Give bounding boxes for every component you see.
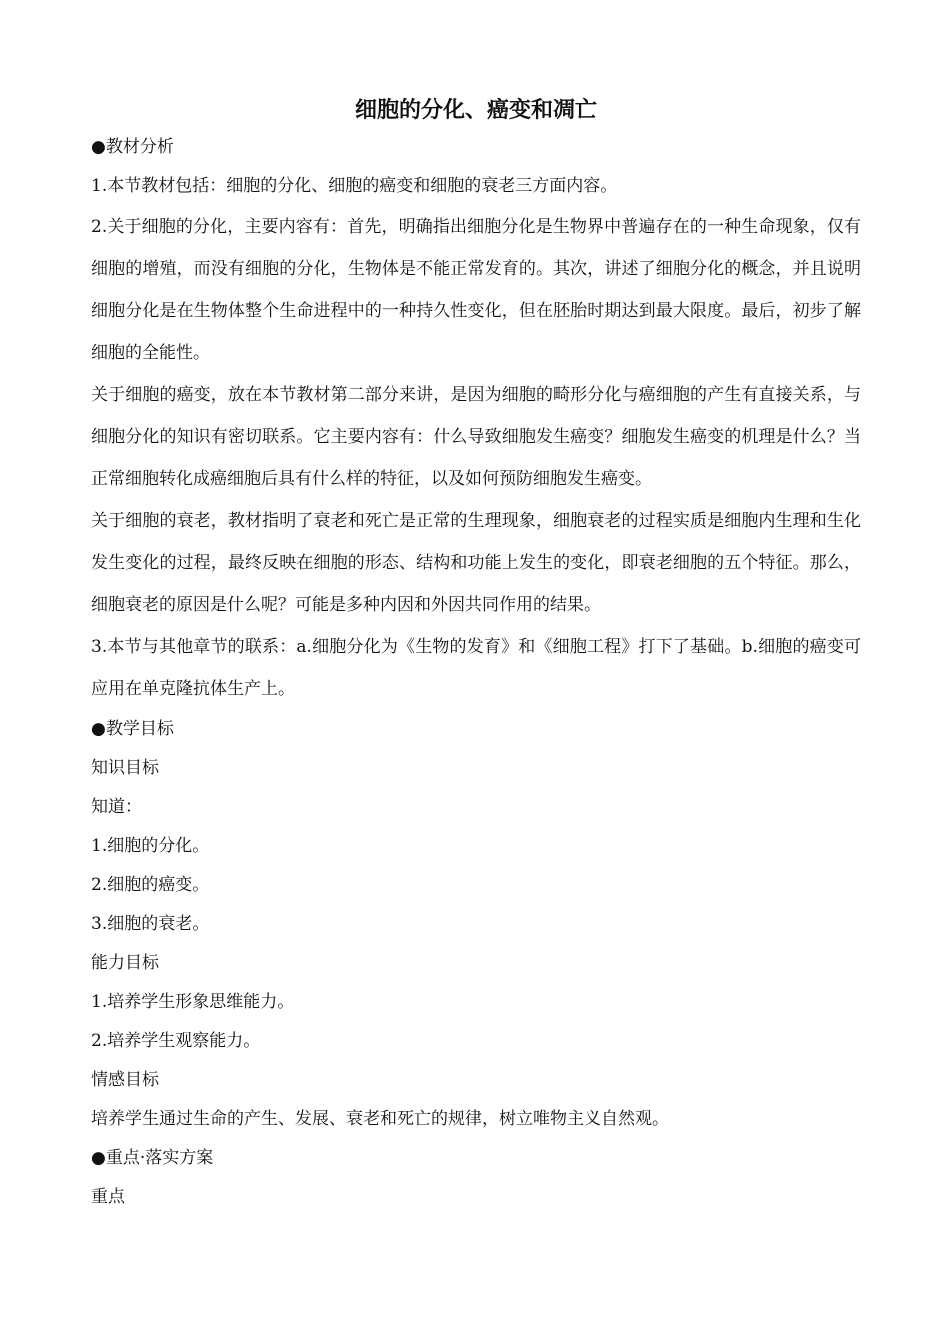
ability-goals-heading: 能力目标	[91, 953, 159, 973]
document-title: 细胞的分化、癌变和凋亡	[354, 98, 597, 123]
analysis-item-2: 2.关于细胞的分化，主要内容有：首先，明确指出细胞分化是生物界中普遍存在的一种生命现象，仅有细胞的增殖，而没有细胞的分化，生物体是不能正常发育的。其次，讲述了细胞分化的概念，并且说明细胞分化是在生物体整个生命进程中的一种持久性变化，但在胚胎时期达到最大限度。最后，初步了解细胞的全能性。	[91, 217, 861, 363]
section-heading-goals: ●教学目标	[91, 719, 174, 739]
emotion-goals-heading: 情感目标	[91, 1070, 159, 1090]
knowledge-item: 1.细胞的分化。	[91, 836, 210, 856]
analysis-aging-paragraph: 关于细胞的衰老，教材指明了衰老和死亡是正常的生理现象，细胞衰老的过程实质是细胞内生理和生化发生变化的过程，最终反映在细胞的形态、结构和功能上发生的变化，即衰老细胞的五个特征。那么，细胞衰老的原因是什么呢？可能是多种内因和外因共同作用的结果。	[91, 511, 861, 615]
document-body	[91, 128, 861, 1217]
knowledge-item: 3.细胞的衰老。	[91, 914, 210, 934]
section-heading-analysis: ●教材分析	[91, 137, 174, 157]
knowledge-goals-heading: 知识目标	[91, 758, 159, 778]
section-heading-focus: ●重点·落实方案	[91, 1148, 214, 1168]
emotion-goals-text: 培养学生通过生命的产生、发展、衰老和死亡的规律，树立唯物主义自然观。	[91, 1109, 669, 1129]
analysis-item-1: 1.本节教材包括：细胞的分化、细胞的癌变和细胞的衰老三方面内容。	[91, 176, 618, 196]
ability-item: 2.培养学生观察能力。	[91, 1031, 261, 1051]
analysis-item-3: 3.本节与其他章节的联系：a.细胞分化为《生物的发育》和《细胞工程》打下了基础。b.细胞的癌变可应用在单克隆抗体生产上。	[91, 637, 861, 699]
analysis-cancer-paragraph: 关于细胞的癌变，放在本节教材第二部分来讲，是因为细胞的畸形分化与癌细胞的产生有直接关系，与细胞分化的知识有密切联系。它主要内容有：什么导致细胞发生癌变？细胞发生癌变的机理是什么？当正常细胞转化成癌细胞后具有什么样的特征，以及如何预防细胞发生癌变。	[91, 385, 861, 489]
knowledge-item: 2.细胞的癌变。	[91, 875, 210, 895]
document-page	[91, 96, 861, 1217]
focus-subheading: 重点	[91, 1187, 125, 1207]
know-label: 知道：	[91, 797, 142, 817]
ability-item: 1.培养学生形象思维能力。	[91, 992, 295, 1012]
